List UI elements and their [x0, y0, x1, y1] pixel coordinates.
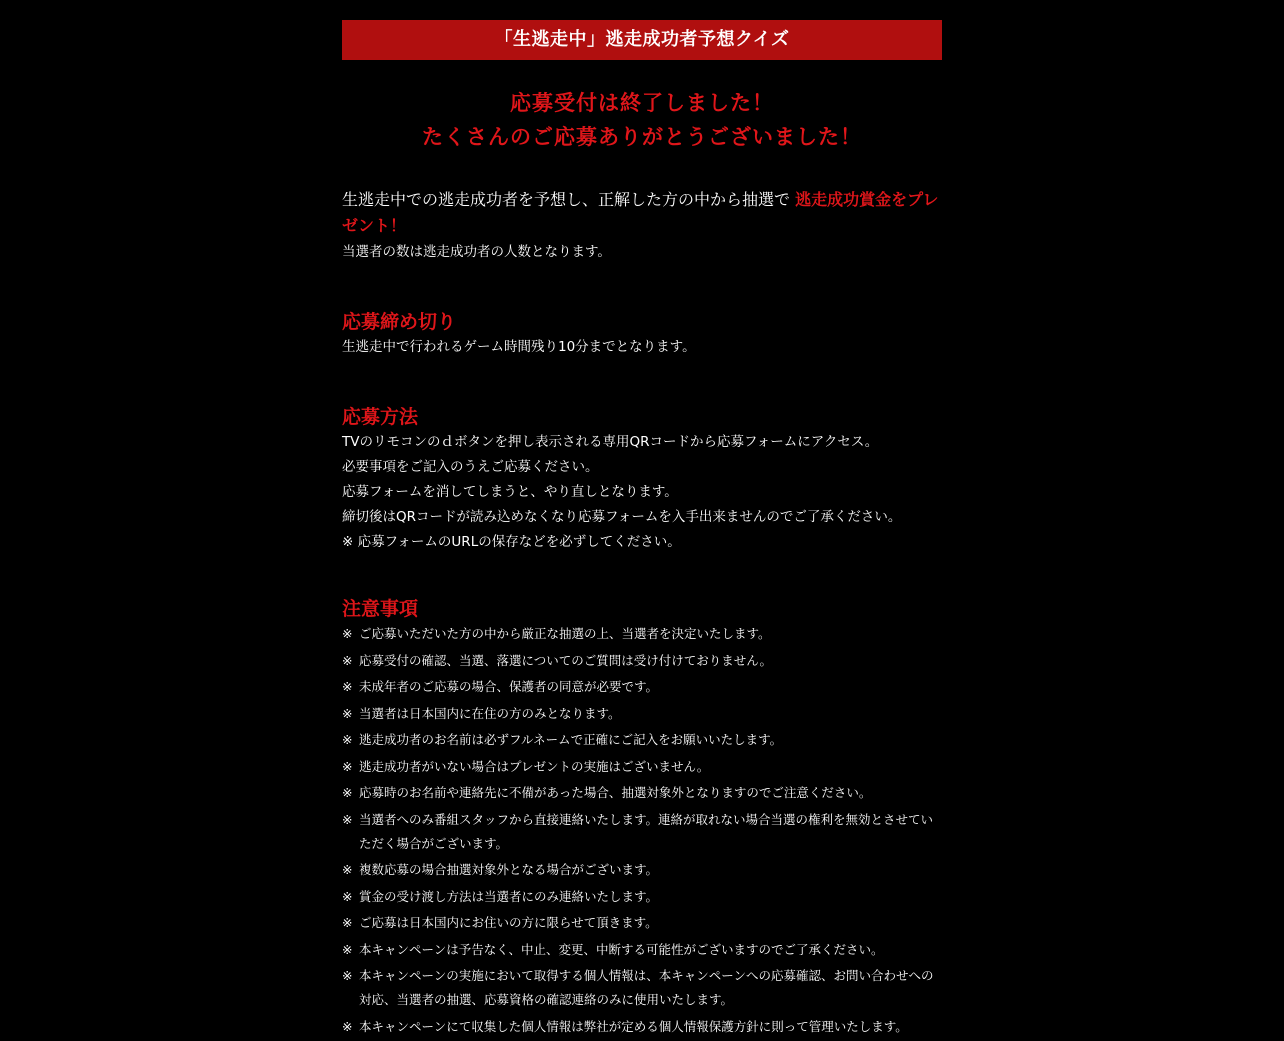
note-text: 当選者へのみ番組スタッフから直接連絡いたします。連絡が取れない場合当選の権利を無効とさせていただく場合がございます。 — [359, 811, 934, 851]
intro-highlight: 逃走成功賞金をプレゼント！ — [342, 190, 939, 235]
note-text: 応募時のお名前や連絡先に不備があった場合、抽選対象外となりますのでご注意ください。 — [359, 785, 872, 800]
notes-item — [342, 938, 942, 962]
note-mark: ※ — [342, 811, 353, 827]
method-lines — [342, 430, 942, 555]
intro-subtext: 当選者の数は逃走成功者の人数となります。 — [342, 244, 611, 260]
note-mark: ※ — [342, 915, 353, 930]
closed-message — [342, 86, 942, 154]
note-mark: ※ — [342, 758, 353, 774]
notes-item — [342, 964, 942, 1012]
note-text: 逃走成功者のお名前は必ずフルネームで正確にご記入をお願いいたします。 — [359, 732, 783, 747]
note-text: 賞金の受け渡し方法は当選者にのみ連絡いたします。 — [359, 888, 659, 904]
note-text: 未成年者のご応募の場合、保護者の同意が必要です。 — [359, 679, 659, 694]
note-mark: ※ — [342, 1018, 353, 1034]
method-line: ※ 応募フォームのURLの保存などを必ずしてください。 — [342, 534, 681, 550]
note-mark: ※ — [342, 785, 353, 800]
notes-item — [342, 622, 942, 646]
notes-item — [342, 885, 942, 909]
note-mark: ※ — [342, 968, 353, 983]
notes-item — [342, 911, 942, 935]
note-mark: ※ — [342, 862, 353, 877]
note-text: 当選者は日本国内に在住の方のみとなります。 — [359, 705, 621, 721]
note-text: 複数応募の場合抽選対象外となる場合がございます。 — [359, 862, 659, 877]
note-mark: ※ — [342, 626, 353, 641]
page-title: 「生逃走中」逃走成功者予想クイズ — [342, 20, 942, 60]
notes-list — [342, 622, 942, 1039]
notes-item — [342, 728, 942, 752]
note-text: ご応募は日本国内にお住いの方に限らせて頂きます。 — [359, 915, 658, 930]
note-mark: ※ — [342, 705, 353, 721]
quiz-page — [342, 20, 942, 1041]
note-text: 応募受付の確認、当選、落選についてのご質問は受け付けておりません。 — [359, 652, 773, 668]
method-line: 応募フォームを消してしまうと、やり直しとなります。 — [342, 484, 678, 500]
note-text: 本キャンペーンにて収集した個人情報は弊社が定める個人情報保護方針に則って管理いたします。 — [359, 1018, 908, 1034]
notes-item — [342, 649, 942, 673]
notes-heading: 注意事項 — [342, 598, 419, 620]
notes-item — [342, 1015, 942, 1039]
method-line: 必要事項をご記入のうえご応募ください。 — [342, 459, 599, 475]
notes-item — [342, 675, 942, 699]
note-text: 本キャンペーンの実施において取得する個人情報は、本キャンペーンへの応募確認、お問い合わせへの対応、当選者の抽選、応募資格の確認連絡のみに使用いたします。 — [359, 968, 934, 1007]
intro-lead: 生逃走中での逃走成功者を予想し、正解した方の中から抽選で — [342, 190, 796, 209]
note-text: ご応募いただいた方の中から厳正な抽選の上、当選者を決定いたします。 — [359, 626, 771, 641]
closed-message-line1: 応募受付は終了しました！ — [510, 91, 774, 115]
note-mark: ※ — [342, 732, 353, 747]
deadline-heading: 応募締め切り — [342, 311, 457, 333]
closed-message-line2: たくさんのご応募ありがとうございました！ — [422, 125, 862, 149]
method-line: 締切後はQRコードが読み込めなくなり応募フォームを入手出来ませんのでご了承ください。 — [342, 509, 902, 525]
notes-item — [342, 858, 942, 882]
note-mark: ※ — [342, 652, 353, 668]
method-line: TVのリモコンのｄボタンを押し表示される専用QRコードから応募フォームにアクセス。 — [342, 434, 879, 450]
note-mark: ※ — [342, 888, 353, 904]
note-mark: ※ — [342, 679, 353, 694]
notes-item — [342, 702, 942, 726]
method-heading: 応募方法 — [342, 406, 419, 428]
notes-item — [342, 781, 942, 805]
notes-item — [342, 755, 942, 779]
note-text: 本キャンペーンは予告なく、中止、変更、中断する可能性がございますのでご了承ください。 — [359, 941, 884, 957]
note-text: 逃走成功者がいない場合はプレゼントの実施はございません。 — [359, 758, 710, 774]
deadline-text: 生逃走中で行われるゲーム時間残り10分までとなります。 — [342, 339, 696, 355]
notes-item — [342, 808, 942, 856]
note-mark: ※ — [342, 941, 353, 957]
intro-text — [342, 187, 942, 239]
